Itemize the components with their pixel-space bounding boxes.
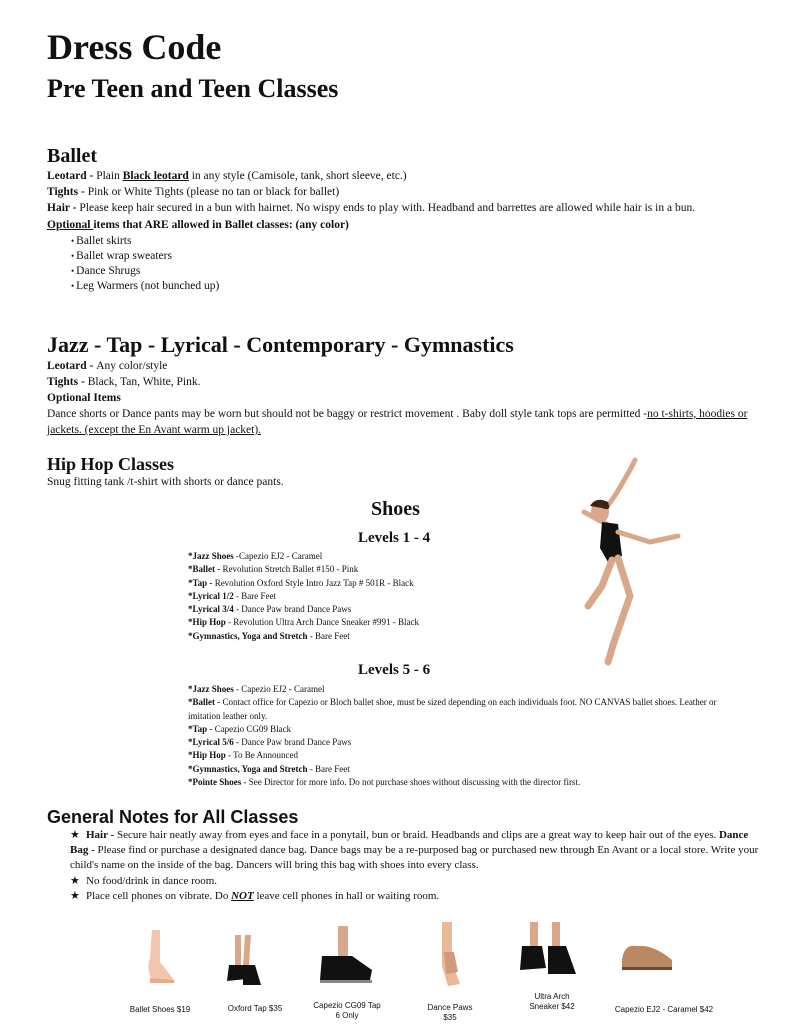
list-item: *Tap - Revolution Oxford Style Intro Jazz Tap # 501R - Black [188, 577, 414, 588]
ultra-arch-sneaker-image [518, 922, 578, 980]
page-subtitle: Pre Teen and Teen Classes [47, 74, 339, 103]
list-item: *Ballet - Contact office for Capezio or Bloch ballet shoe, must be sized depending on each individuals foot. NO CANVAS ballet shoes. Leather or imitation leather only. [188, 697, 717, 721]
star-icon: ★ [70, 889, 80, 902]
ballet-optional-list [71, 234, 752, 294]
ballet-optional-heading: Optional items that ARE allowed in Ballet classes: (any color) [47, 219, 349, 231]
jazz-leotard: Leotard - Any color/style [47, 360, 168, 372]
caption-ultra-arch-sneaker: Ultra Arch Sneaker $42 [529, 992, 575, 1011]
jazz-section [47, 358, 752, 438]
list-item: *Lyrical 5/6 - Dance Paw brand Dance Paws [188, 737, 352, 748]
caption-dance-paws: Dance Paws $35 [427, 1003, 473, 1022]
list-item: *Jazz Shoes -Capezio EJ2 - Caramel [188, 551, 323, 561]
page-title: Dress Code [47, 27, 222, 67]
list-item: *Hip Hop - Revolution Ultra Arch Dance Sneaker #991 - Black [188, 617, 419, 628]
list-item: • Leg Warmers (not bunched up) [71, 279, 752, 294]
list-item: *Ballet - Revolution Stretch Ballet #150 - Pink [188, 564, 359, 575]
jazz-optional-heading: Optional Items [47, 392, 121, 404]
list-item: *Lyrical 1/2 - Bare Feet [188, 590, 276, 601]
hiphop-heading: Hip Hop Classes [47, 454, 175, 474]
list-item: • Dance Shrugs [71, 264, 752, 279]
list-item: • Ballet wrap sweaters [71, 249, 752, 264]
list-item: *Jazz Shoes - Capezio EJ2 - Caramel [188, 684, 325, 694]
levels-5-6-list [188, 683, 733, 789]
caption-ballet-shoes: Ballet Shoes $19 [129, 1005, 191, 1014]
levels-1-4-heading: Levels 1 - 4 [358, 530, 431, 546]
oxford-tap-image [223, 935, 263, 991]
star-icon: ★ [70, 829, 80, 841]
ballet-hair: Hair - Please keep hair secured in a bun with hairnet. No wispy ends to play with. Headband and barrettes are allowed while hair is in a bun. [47, 202, 696, 214]
star-icon: ★ [70, 874, 80, 887]
caption-capezio-ej2: Capezio EJ2 - Caramel $42 [614, 1005, 714, 1014]
general-heading: General Notes for All Classes [47, 807, 299, 827]
list-item: *Hip Hop - To Be Announced [188, 750, 298, 761]
hiphop-text: Snug fitting tank /t-shirt with shorts or dance pants. [47, 476, 284, 488]
shoes-heading: Shoes [371, 498, 420, 520]
ballet-section [47, 168, 752, 294]
list-item: *Tap - Capezio CG09 Black [188, 723, 292, 734]
ballet-leotard: Leotard - Plain Black leotard in any style (Camisole, tank, short sleeve, etc.) [47, 170, 407, 182]
list-item: *Gymnastics, Yoga and Stretch - Bare Feet [188, 630, 350, 641]
jazz-tights: Tights - Black, Tan, White, Pink. [47, 376, 201, 388]
capezio-ej2-image [620, 938, 674, 972]
list-item: • Ballet skirts [71, 234, 752, 249]
levels-5-6-heading: Levels 5 - 6 [358, 662, 431, 678]
jazz-heading: Jazz - Tap - Lyrical - Contemporary - Gymnastics [47, 332, 514, 357]
ballet-tights: Tights - Pink or White Tights (please no tan or black for ballet) [47, 186, 340, 198]
list-item: *Lyrical 3/4 - Dance Paw brand Dance Paws [188, 604, 352, 615]
list-item: ★ Hair - Secure hair neatly away from eyes and face in a ponytail, bun or braid. Headbands and clips are a great way to keep hair out of the eyes. Dance Bag - Please find or purchase a designated dance bag. Dance bags may be a re-purposed bag or purchased new through En Avant or a local store. Write your child's name on the inside of the bag. Dancers will bring this bag with shoes into every class. [70, 829, 759, 872]
dancer-photo [572, 456, 684, 672]
list-item: ★ No food/drink in dance room. [70, 874, 760, 889]
ballet-heading: Ballet [47, 145, 97, 167]
list-item: *Pointe Shoes - See Director for more info. Do not purchase shoes without discussing with the director first. [188, 777, 581, 788]
caption-oxford-tap: Oxford Tap $35 [227, 1004, 283, 1013]
dance-paws-image [434, 922, 464, 988]
ballet-shoes-image [138, 928, 182, 984]
general-notes-list [70, 828, 760, 904]
caption-capezio-cg09: Capezio CG09 Tap 6 Only [313, 1001, 381, 1020]
jazz-optional-text: Dance shorts or Dance pants may be worn but should not be baggy or restrict movement . Baby doll style tank tops are permitted -no t-shirts, hoodies or jackets. (except the En Avant warm up jacket). [47, 408, 748, 436]
list-item: *Gymnastics, Yoga and Stretch - Bare Feet [188, 763, 350, 774]
capezio-cg09-image [318, 926, 376, 984]
list-item: ★ Place cell phones on vibrate. Do NOT leave cell phones in hall or waiting room. [70, 889, 760, 904]
